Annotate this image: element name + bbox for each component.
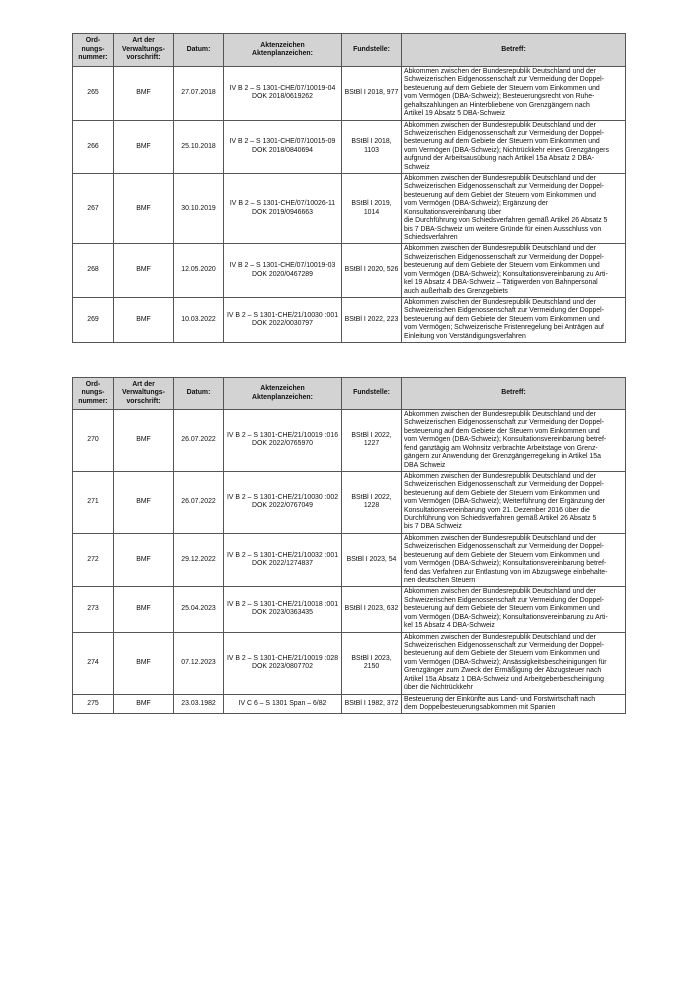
betreff-line: vom Vermögen (DBA-Schweiz); Konsultationsvereinbarung zu Arti-	[404, 613, 608, 621]
table-body	[73, 67, 626, 343]
cell-betreff	[402, 67, 626, 121]
cell-aktenzeichen	[224, 120, 342, 174]
cell-nr: 272	[73, 533, 114, 587]
aktenplanzeichen-line: DOK 2022/0765970	[252, 440, 313, 448]
betreff-line: kel 19 Absatz 4 DBA-Schweiz – Tätigwerden von Bahnpersonal	[404, 279, 598, 287]
aktenplanzeichen-line: DOK 2019/0946663	[252, 208, 313, 216]
betreff-line: bis 7 DBA Schweiz	[404, 523, 462, 531]
cell-art: BMF	[114, 694, 174, 714]
betreff-line: vom Vermögen (DBA-Schweiz); Konsultationsvereinbarung zu Arti-	[404, 270, 608, 278]
aktenzeichen-line: IV B 2 – S 1301-CHE/07/10019-03	[229, 262, 336, 270]
cell-art: BMF	[114, 120, 174, 174]
table-row	[73, 694, 626, 714]
cell-fundstelle: BStBl I 1982, 372	[342, 694, 402, 714]
betreff-line: nen deutschen Steuern	[404, 577, 476, 585]
header-betreff: Betreff:	[402, 378, 626, 410]
cell-nr: 268	[73, 244, 114, 298]
betreff-line: besteuerung auf dem Gebiete der Steuern vom Einkommen und	[404, 650, 600, 658]
table-header	[73, 34, 626, 67]
aktenzeichen-line: IV B 2 – S 1301-CHE/07/10015-09	[229, 138, 336, 146]
table-body	[73, 410, 626, 714]
betreff-line: besteuerung auf dem Gebiete der Steuern vom Einkommen und	[404, 489, 600, 497]
betreff-line: fend das Verfahren zur Entlastung von im Abzugswege einbehalte-	[404, 568, 608, 576]
cell-aktenzeichen	[224, 174, 342, 244]
aktenplanzeichen-line: DOK 2020/0467289	[252, 270, 313, 278]
cell-nr: 275	[73, 694, 114, 714]
cell-datum: 23.03.1982	[174, 694, 224, 714]
cell-datum: 25.10.2018	[174, 120, 224, 174]
cell-aktenzeichen	[224, 533, 342, 587]
betreff-line: Schweizerischen Eidgenossenschaft zur Vermeidung der Doppel-	[404, 129, 604, 137]
betreff-line: DBA Schweiz	[404, 461, 446, 469]
cell-aktenzeichen	[224, 587, 342, 632]
aktenplanzeichen-line: DOK 2018/0619262	[252, 93, 313, 101]
cell-nr: 267	[73, 174, 114, 244]
header-nr: Ord- nungs- nummer:	[73, 34, 114, 67]
cell-art: BMF	[114, 244, 174, 298]
aktenplanzeichen-line: DOK 2018/0840694	[252, 146, 313, 154]
cell-betreff	[402, 533, 626, 587]
aktenzeichen-line: IV B 2 – S 1301-CHE/21/10018 :001	[226, 601, 339, 609]
betreff-line: Schweizerischen Eidgenossenschaft zur Vermeidung der Doppel-	[404, 481, 604, 489]
betreff-line: gängern zur Anwendung der Grenzgängerregelung in Artikel 15a	[404, 453, 601, 461]
cell-nr: 265	[73, 67, 114, 121]
cell-nr: 273	[73, 587, 114, 632]
table-row	[73, 587, 626, 632]
cell-datum: 30.10.2019	[174, 174, 224, 244]
header-fundstelle: Fundstelle:	[342, 378, 402, 410]
cell-nr: 271	[73, 471, 114, 533]
betreff-line: bis 7 DBA-Schweiz um weitere Gründe für einen Ausschluss von	[404, 225, 602, 233]
betreff-line: Abkommen zwischen der Bundesrepublik Deutschland und der	[404, 121, 596, 129]
cell-aktenzeichen	[224, 410, 342, 472]
cell-datum: 26.07.2022	[174, 410, 224, 472]
cell-betreff	[402, 694, 626, 714]
table-row	[73, 244, 626, 298]
cell-art: BMF	[114, 174, 174, 244]
betreff-line: Schiedsverfahren	[404, 234, 458, 242]
betreff-line: Einleitung von Verständigungsverfahren	[404, 332, 526, 340]
cell-nr: 274	[73, 632, 114, 694]
betreff-line: vom Vermögen (DBA-Schweiz); Besteuerungsrecht von Ruhe-	[404, 93, 595, 101]
header-datum: Datum:	[174, 34, 224, 67]
betreff-line: vom Vermögen; Schweizerische Fristenregelung bei Anträgen auf	[404, 324, 604, 332]
table-row	[73, 533, 626, 587]
header-art: Art der Verwaltungs- vorschrift:	[114, 378, 174, 410]
betreff-line: gehaltszahlungen an Hinterbliebene von Grenzgängern nach	[404, 101, 590, 109]
betreff-line: Schweizerischen Eidgenossenschaft zur Vermeidung der Doppel-	[404, 253, 604, 261]
cell-fundstelle: BStBl I 2022, 1227	[342, 410, 402, 472]
cell-art: BMF	[114, 587, 174, 632]
cell-betreff	[402, 410, 626, 472]
aktenplanzeichen-line: DOK 2022/0767049	[252, 502, 313, 510]
cell-betreff	[402, 120, 626, 174]
cell-betreff	[402, 244, 626, 298]
cell-aktenzeichen	[224, 632, 342, 694]
cell-betreff	[402, 587, 626, 632]
betreff-line: Grenzgänger zum Zweck der Ermäßigung der Abzugsteuer nach	[404, 667, 602, 675]
betreff-line: vom Vermögen (DBA-Schweiz); Nichtrückkehr eines Grenzgängers	[404, 146, 609, 154]
cell-betreff	[402, 632, 626, 694]
cell-datum: 26.07.2022	[174, 471, 224, 533]
header-betreff: Betreff:	[402, 34, 626, 67]
aktenzeichen-line: IV B 2 – S 1301-CHE/21/10019 :016	[226, 432, 339, 440]
betreff-line: Abkommen zwischen der Bundesrepublik Deutschland und der	[404, 175, 596, 183]
cell-betreff	[402, 471, 626, 533]
betreff-line: besteuerung auf dem Gebiete der Steuern vom Einkommen und	[404, 262, 600, 270]
cell-fundstelle: BStBl I 2023, 2150	[342, 632, 402, 694]
regulations-table-1	[72, 33, 626, 343]
aktenzeichen-line: IV B 2 – S 1301-CHE/07/10019-04	[229, 84, 336, 92]
aktenzeichen-line: IV B 2 – S 1301-CHE/21/10030 :001	[226, 311, 339, 319]
betreff-line: fend ganztägig am Wohnsitz verbrachte Arbeitstage von Grenz-	[404, 444, 598, 452]
cell-datum: 25.04.2023	[174, 587, 224, 632]
cell-aktenzeichen	[224, 694, 342, 714]
betreff-line: über die Nichtrückkehr	[404, 684, 473, 692]
cell-fundstelle: BStBl I 2018, 1103	[342, 120, 402, 174]
betreff-line: Abkommen zwischen der Bundesrepublik Deutschland und der	[404, 534, 596, 542]
cell-datum: 29.12.2022	[174, 533, 224, 587]
cell-art: BMF	[114, 533, 174, 587]
betreff-line: Abkommen zwischen der Bundesrepublik Deutschland und der	[404, 633, 596, 641]
aktenzeichen-line: IV B 2 – S 1301-CHE/21/10032 :001	[226, 551, 339, 559]
betreff-line: vom Vermögen (DBA-Schweiz); Konsultationsvereinbarung betref-	[404, 436, 607, 444]
cell-nr: 269	[73, 297, 114, 342]
cell-aktenzeichen	[224, 471, 342, 533]
betreff-line: besteuerung auf dem Gebiete der Steuern vom Einkommen und	[404, 551, 600, 559]
cell-datum: 07.12.2023	[174, 632, 224, 694]
cell-datum: 27.07.2018	[174, 67, 224, 121]
betreff-line: Artikel 19 Absatz 5 DBA-Schweiz	[404, 110, 506, 118]
table-row	[73, 632, 626, 694]
cell-fundstelle: BStBl I 2020, 526	[342, 244, 402, 298]
betreff-line: vom Vermögen (DBA-Schweiz); Ansässigkeitsbescheinigungen für	[404, 658, 607, 666]
betreff-line: Abkommen zwischen der Bundesrepublik Deutschland und der	[404, 588, 596, 596]
cell-art: BMF	[114, 67, 174, 121]
aktenplanzeichen-line: DOK 2023/0363435	[252, 609, 313, 617]
aktenplanzeichen-line: DOK 2022/1274837	[252, 560, 313, 568]
cell-aktenzeichen	[224, 67, 342, 121]
betreff-line: vom Vermögen (DBA-Schweiz); Ergänzung der Konsultationsvereinbarung über	[404, 200, 548, 216]
betreff-line: besteuerung auf dem Gebiete der Steuern vom Einkommen und	[404, 315, 600, 323]
aktenzeichen-line: IV B 2 – S 1301-CHE/21/10019 :028	[226, 654, 339, 662]
betreff-line: Besteuerung der Einkünfte aus Land- und Forstwirtschaft nach	[404, 695, 596, 703]
cell-betreff	[402, 174, 626, 244]
cell-fundstelle: BStBl I 2018, 977	[342, 67, 402, 121]
header-nr: Ord- nungs- nummer:	[73, 378, 114, 410]
cell-aktenzeichen	[224, 244, 342, 298]
aktenplanzeichen-line: DOK 2022/0030797	[252, 320, 313, 328]
cell-fundstelle: BStBl I 2023, 54	[342, 533, 402, 587]
cell-fundstelle: BStBl I 2022, 223	[342, 297, 402, 342]
cell-fundstelle: BStBl I 2019, 1014	[342, 174, 402, 244]
regulations-table-2	[72, 377, 626, 714]
betreff-line: Schweizerischen Eidgenossenschaft zur Vermeidung der Doppel-	[404, 76, 604, 84]
betreff-line: Schweizerischen Eidgenossenschaft zur Vermeidung der Doppel-	[404, 419, 604, 427]
betreff-line: Abkommen zwischen der Bundesrepublik Deutschland und der	[404, 68, 596, 75]
table-row	[73, 297, 626, 342]
betreff-line: Abkommen zwischen der Bundesrepublik Deutschland und der	[404, 245, 596, 253]
header-fundstelle: Fundstelle:	[342, 34, 402, 67]
betreff-line: besteuerung auf dem Gebiet der Steuern vom Einkommen und	[404, 191, 596, 199]
betreff-line: Durchführung von Schiedsverfahren gemäß Artikel 26 Absatz 5	[404, 515, 597, 523]
betreff-line: die Durchführung von Schiedsverfahren gemäß Artikel 26 Absatz 5	[404, 217, 608, 225]
betreff-line: Schweizerischen Eidgenossenschaft zur Vermeidung der Doppel-	[404, 543, 604, 551]
aktenzeichen-line: IV B 2 – S 1301-CHE/21/10030 :002	[226, 494, 339, 501]
betreff-line: aufgrund der Arbeitsausübung nach Artikel 15a Absatz 2 DBA-	[404, 155, 594, 163]
table-header	[73, 378, 626, 410]
betreff-line: Schweizerischen Eidgenossenschaft zur Vermeidung der Doppel-	[404, 307, 604, 315]
table-row	[73, 67, 626, 121]
header-datum: Datum:	[174, 378, 224, 410]
betreff-line: vom Vermögen (DBA-Schweiz); Weiterführung der Ergänzung der	[404, 498, 605, 506]
cell-datum: 10.03.2022	[174, 297, 224, 342]
betreff-line: Schweizerischen Eidgenossenschaft zur Vermeidung der Doppel-	[404, 596, 604, 604]
betreff-line: auch außerhalb des Grenzgebiets	[404, 287, 508, 295]
aktenzeichen-line: IV C 6 – S 1301 Span – 6/82	[238, 699, 327, 707]
cell-aktenzeichen	[224, 297, 342, 342]
cell-art: BMF	[114, 632, 174, 694]
betreff-line: Konsultationsvereinbarung vom 21. Dezember 2016 über die	[404, 506, 590, 514]
betreff-line: Schweizerischen Eidgenossenschaft zur Vermeidung der Doppel-	[404, 183, 604, 191]
table-row	[73, 471, 626, 533]
header-aktenzeichen: Aktenzeichen Aktenplanzeichen:	[224, 34, 342, 67]
betreff-line: besteuerung auf dem Gebiete der Steuern vom Einkommen und	[404, 427, 600, 435]
betreff-line: kel 15 Absatz 4 DBA-Schweiz	[404, 622, 495, 630]
header-aktenzeichen: Aktenzeichen Aktenplanzeichen:	[224, 378, 342, 410]
betreff-line: besteuerung auf dem Gebiete der Steuern vom Einkommen und	[404, 605, 600, 613]
betreff-line: Artikel 15a Absatz 1 DBA-Schweiz und Arbeitgeberbescheinigung	[404, 675, 604, 683]
cell-datum: 12.05.2020	[174, 244, 224, 298]
cell-art: BMF	[114, 471, 174, 533]
betreff-line: besteuerung auf dem Gebiete der Steuern vom Einkommen und	[404, 138, 600, 146]
betreff-line: Schweizerischen Eidgenossenschaft zur Vermeidung der Doppel-	[404, 641, 604, 649]
cell-fundstelle: BStBl I 2023, 632	[342, 587, 402, 632]
cell-art: BMF	[114, 297, 174, 342]
betreff-line: Schweiz	[404, 163, 430, 171]
betreff-line: Abkommen zwischen der Bundesrepublik Deutschland und der	[404, 411, 596, 418]
header-art: Art der Verwaltungs- vorschrift:	[114, 34, 174, 67]
table-row	[73, 174, 626, 244]
table-row	[73, 410, 626, 472]
betreff-line: besteuerung auf dem Gebiete der Steuern vom Einkommen und	[404, 84, 600, 92]
betreff-line: dem Doppelbesteuerungsabkommen mit Spanien	[404, 703, 556, 711]
aktenplanzeichen-line: DOK 2023/0807702	[252, 663, 313, 671]
cell-betreff	[402, 297, 626, 342]
cell-nr: 270	[73, 410, 114, 472]
betreff-line: Abkommen zwischen der Bundesrepublik Deutschland und der	[404, 298, 596, 306]
table-row	[73, 120, 626, 174]
cell-art: BMF	[114, 410, 174, 472]
aktenzeichen-line: IV B 2 – S 1301-CHE/07/10026-11	[229, 200, 336, 208]
betreff-line: vom Vermögen (DBA-Schweiz); Konsultationsvereinbarung betref-	[404, 560, 607, 568]
cell-nr: 266	[73, 120, 114, 174]
cell-fundstelle: BStBl I 2022, 1228	[342, 471, 402, 533]
betreff-line: Abkommen zwischen der Bundesrepublik Deutschland und der	[404, 472, 596, 480]
